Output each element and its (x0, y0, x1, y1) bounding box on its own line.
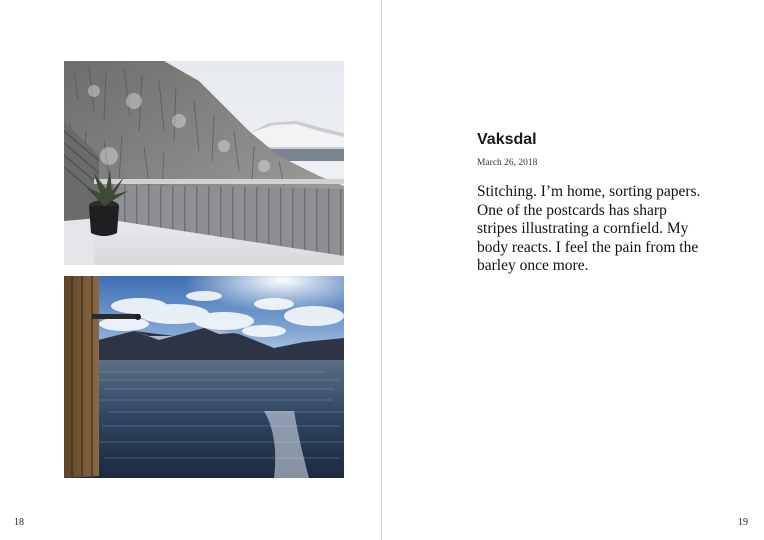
entry-date: March 26, 2018 (477, 158, 538, 168)
left-page (0, 0, 381, 540)
page-number-right: 19 (738, 517, 748, 528)
right-page (382, 0, 764, 540)
fjord-water-photo (64, 276, 344, 478)
entry-title: Vaksdal (477, 131, 537, 148)
snowy-mountain-balcony-photo (64, 61, 344, 265)
page-number-left: 18 (14, 517, 24, 528)
entry-body: Stitching. I’m home, sorting papers. One of the postcards has sharp stripes illustrating a cornfield. My body reacts. I feel the pain from the barley once more. (477, 183, 701, 274)
